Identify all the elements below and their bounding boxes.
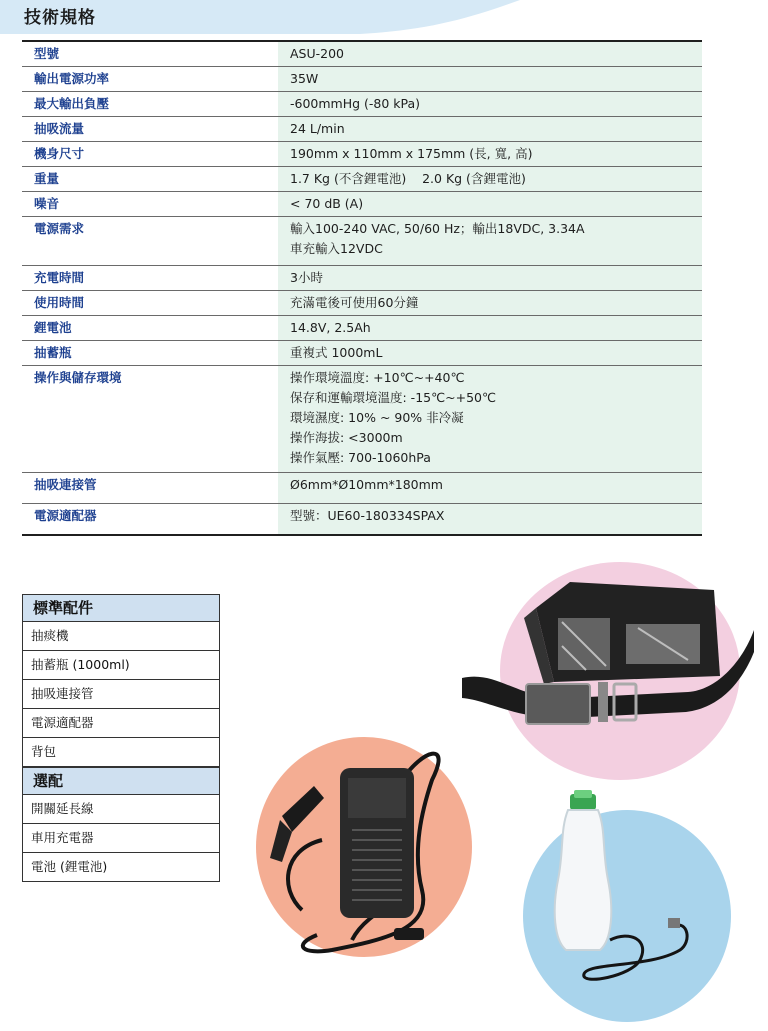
- spec-value: 1.7 Kg (不含鋰電池) 2.0 Kg (含鋰電池): [278, 167, 702, 191]
- spec-label: 型號: [22, 42, 278, 66]
- spec-row: [22, 316, 702, 341]
- accessories-list: [22, 594, 220, 882]
- spec-row: [22, 42, 702, 67]
- spec-row: [22, 504, 702, 534]
- accessory-item: 電池 (鋰電池): [31, 859, 108, 874]
- spec-value: 重複式 1000mL: [278, 341, 702, 365]
- spec-value: ASU-200: [278, 42, 702, 66]
- spec-row: [22, 366, 702, 473]
- spec-row: [22, 117, 702, 142]
- accessory-item: 電源適配器: [23, 709, 219, 738]
- spec-label: 噪音: [22, 192, 278, 216]
- accessory-item: 車用充電器: [23, 824, 219, 853]
- spec-row: [22, 92, 702, 117]
- accessory-item: 抽痰機: [23, 622, 219, 651]
- spec-row: [22, 291, 702, 316]
- spec-value: -600mmHg (-80 kPa): [278, 92, 702, 116]
- spec-value: 型號：UE60-180334SPAX: [278, 504, 702, 534]
- accessory-item: 抽吸連接管: [23, 680, 219, 709]
- spec-row: [22, 341, 702, 366]
- spec-value: 35W: [278, 67, 702, 91]
- spec-label: 機身尺寸: [22, 142, 278, 166]
- spec-row: [22, 217, 702, 266]
- spec-value: 14.8V, 2.5Ah: [278, 316, 702, 340]
- optional-accessories-header: 選配: [23, 767, 219, 795]
- spec-value: 輸入100-240 VAC, 50/60 Hz；輸出18VDC, 3.34A 車充輸入12VDC: [278, 217, 702, 265]
- spec-value: 充滿電後可使用60分鐘: [278, 291, 702, 315]
- page-title: 技術規格: [24, 8, 96, 28]
- collection-bottle-photo: [540, 790, 700, 990]
- spec-row: [22, 67, 702, 92]
- spec-label: 電源需求: [22, 217, 278, 265]
- spec-label: 抽吸流量: [22, 117, 278, 141]
- spec-value: < 70 dB (A): [278, 192, 702, 216]
- spec-label: 抽蓄瓶: [22, 341, 278, 365]
- spec-value: 24 L/min: [278, 117, 702, 141]
- spec-row: [22, 192, 702, 217]
- spec-label: 充電時間: [22, 266, 278, 290]
- spec-label: 電源適配器: [22, 504, 278, 534]
- spec-label: 輸出電源功率: [22, 67, 278, 91]
- spec-value: Ø6mm*Ø10mm*180mm: [278, 473, 702, 503]
- spec-value: 操作環境溫度: +10℃~+40℃ 保存和運輸環境溫度: -15℃~+50℃ 環境濕度: 10% ~ 90% 非冷凝 操作海拔: <3000m 操作氣壓: 700-1060hPa: [278, 366, 702, 472]
- spec-label: 操作與儲存環境: [22, 366, 278, 472]
- shoulder-bag-photo: [458, 560, 758, 740]
- spec-label: 鋰電池: [22, 316, 278, 340]
- spec-table: [22, 40, 702, 536]
- accessory-item: 抽蓄瓶 (1000ml): [23, 651, 219, 680]
- spec-row: [22, 473, 702, 504]
- spec-row: [22, 266, 702, 291]
- accessory-item: 背包: [23, 738, 219, 767]
- standard-accessories-header: 標準配件: [23, 595, 219, 622]
- spec-value: 3小時: [278, 266, 702, 290]
- spec-label: 重量: [22, 167, 278, 191]
- spec-value: 190mm x 110mm x 175mm (長, 寬, 高): [278, 142, 702, 166]
- accessory-item: 開關延長線: [23, 795, 219, 824]
- spec-label: 抽吸連接管: [22, 473, 278, 503]
- car-charger-photo: [262, 740, 472, 970]
- spec-row: [22, 167, 702, 192]
- spec-label: 使用時間: [22, 291, 278, 315]
- spec-label: 最大輸出負壓: [22, 92, 278, 116]
- spec-row: [22, 142, 702, 167]
